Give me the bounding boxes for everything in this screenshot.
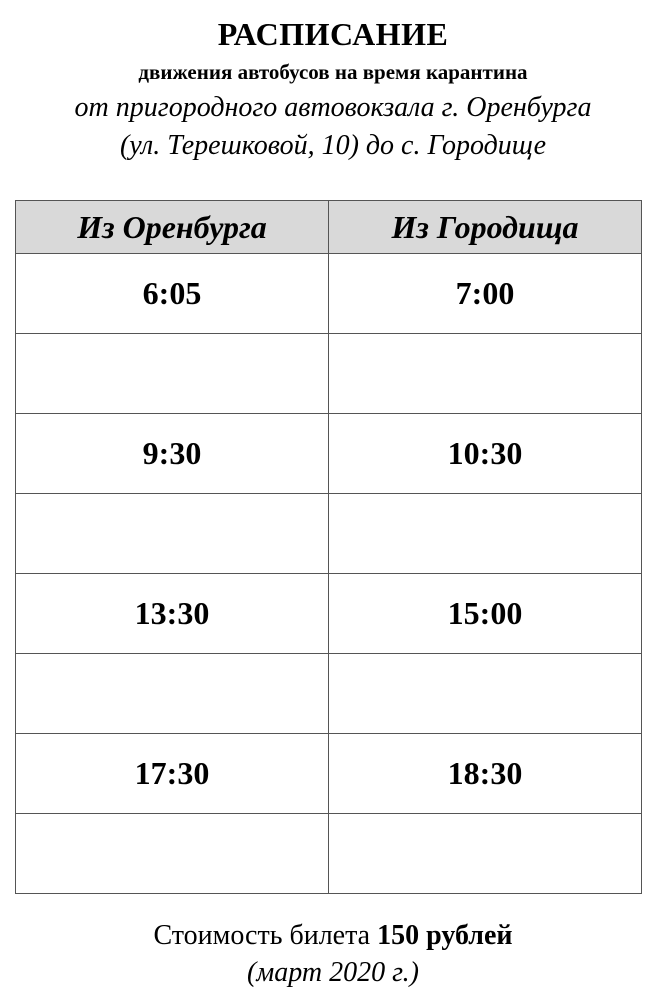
ticket-price-label: Стоимость билета bbox=[153, 920, 378, 951]
departure-from-gorodishche bbox=[329, 654, 642, 734]
route-description-line-2: (ул. Терешковой, 10) до с. Городище bbox=[119, 130, 547, 161]
departure-from-gorodishche: 15:00 bbox=[329, 574, 642, 654]
departure-from-gorodishche bbox=[329, 334, 642, 414]
table-row bbox=[16, 254, 642, 334]
ticket-price-value: 150 рублей bbox=[377, 920, 513, 951]
departure-from-gorodishche bbox=[329, 814, 642, 894]
departure-from-gorodishche: 7:00 bbox=[329, 254, 642, 334]
page-title: РАСПИСАНИЕ bbox=[217, 16, 449, 52]
departure-from-orenburg bbox=[16, 654, 329, 734]
schedule-date: (март 2020 г.) bbox=[247, 957, 419, 988]
table-row bbox=[16, 734, 642, 814]
departure-from-gorodishche: 10:30 bbox=[329, 414, 642, 494]
table-row bbox=[16, 574, 642, 654]
departure-from-orenburg bbox=[16, 334, 329, 414]
departure-from-orenburg: 6:05 bbox=[16, 254, 329, 334]
table-row bbox=[16, 494, 642, 574]
table-row bbox=[16, 814, 642, 894]
table-header-row bbox=[16, 201, 642, 254]
table-row bbox=[16, 654, 642, 734]
departure-from-orenburg: 17:30 bbox=[16, 734, 329, 814]
column-header-from-gorodishche: Из Городища bbox=[329, 201, 642, 254]
table-row bbox=[16, 414, 642, 494]
departure-from-orenburg bbox=[16, 814, 329, 894]
page-subtitle: движения автобусов на время карантина bbox=[138, 60, 528, 84]
table-row bbox=[16, 334, 642, 414]
departure-from-gorodishche bbox=[329, 494, 642, 574]
schedule-table bbox=[15, 200, 642, 894]
departure-from-gorodishche: 18:30 bbox=[329, 734, 642, 814]
departure-from-orenburg: 13:30 bbox=[16, 574, 329, 654]
departure-from-orenburg bbox=[16, 494, 329, 574]
ticket-price bbox=[0, 918, 666, 954]
column-header-from-orenburg: Из Оренбурга bbox=[16, 201, 329, 254]
departure-from-orenburg: 9:30 bbox=[16, 414, 329, 494]
route-description-line-1: от пригородного автовокзала г. Оренбурга bbox=[74, 92, 592, 123]
